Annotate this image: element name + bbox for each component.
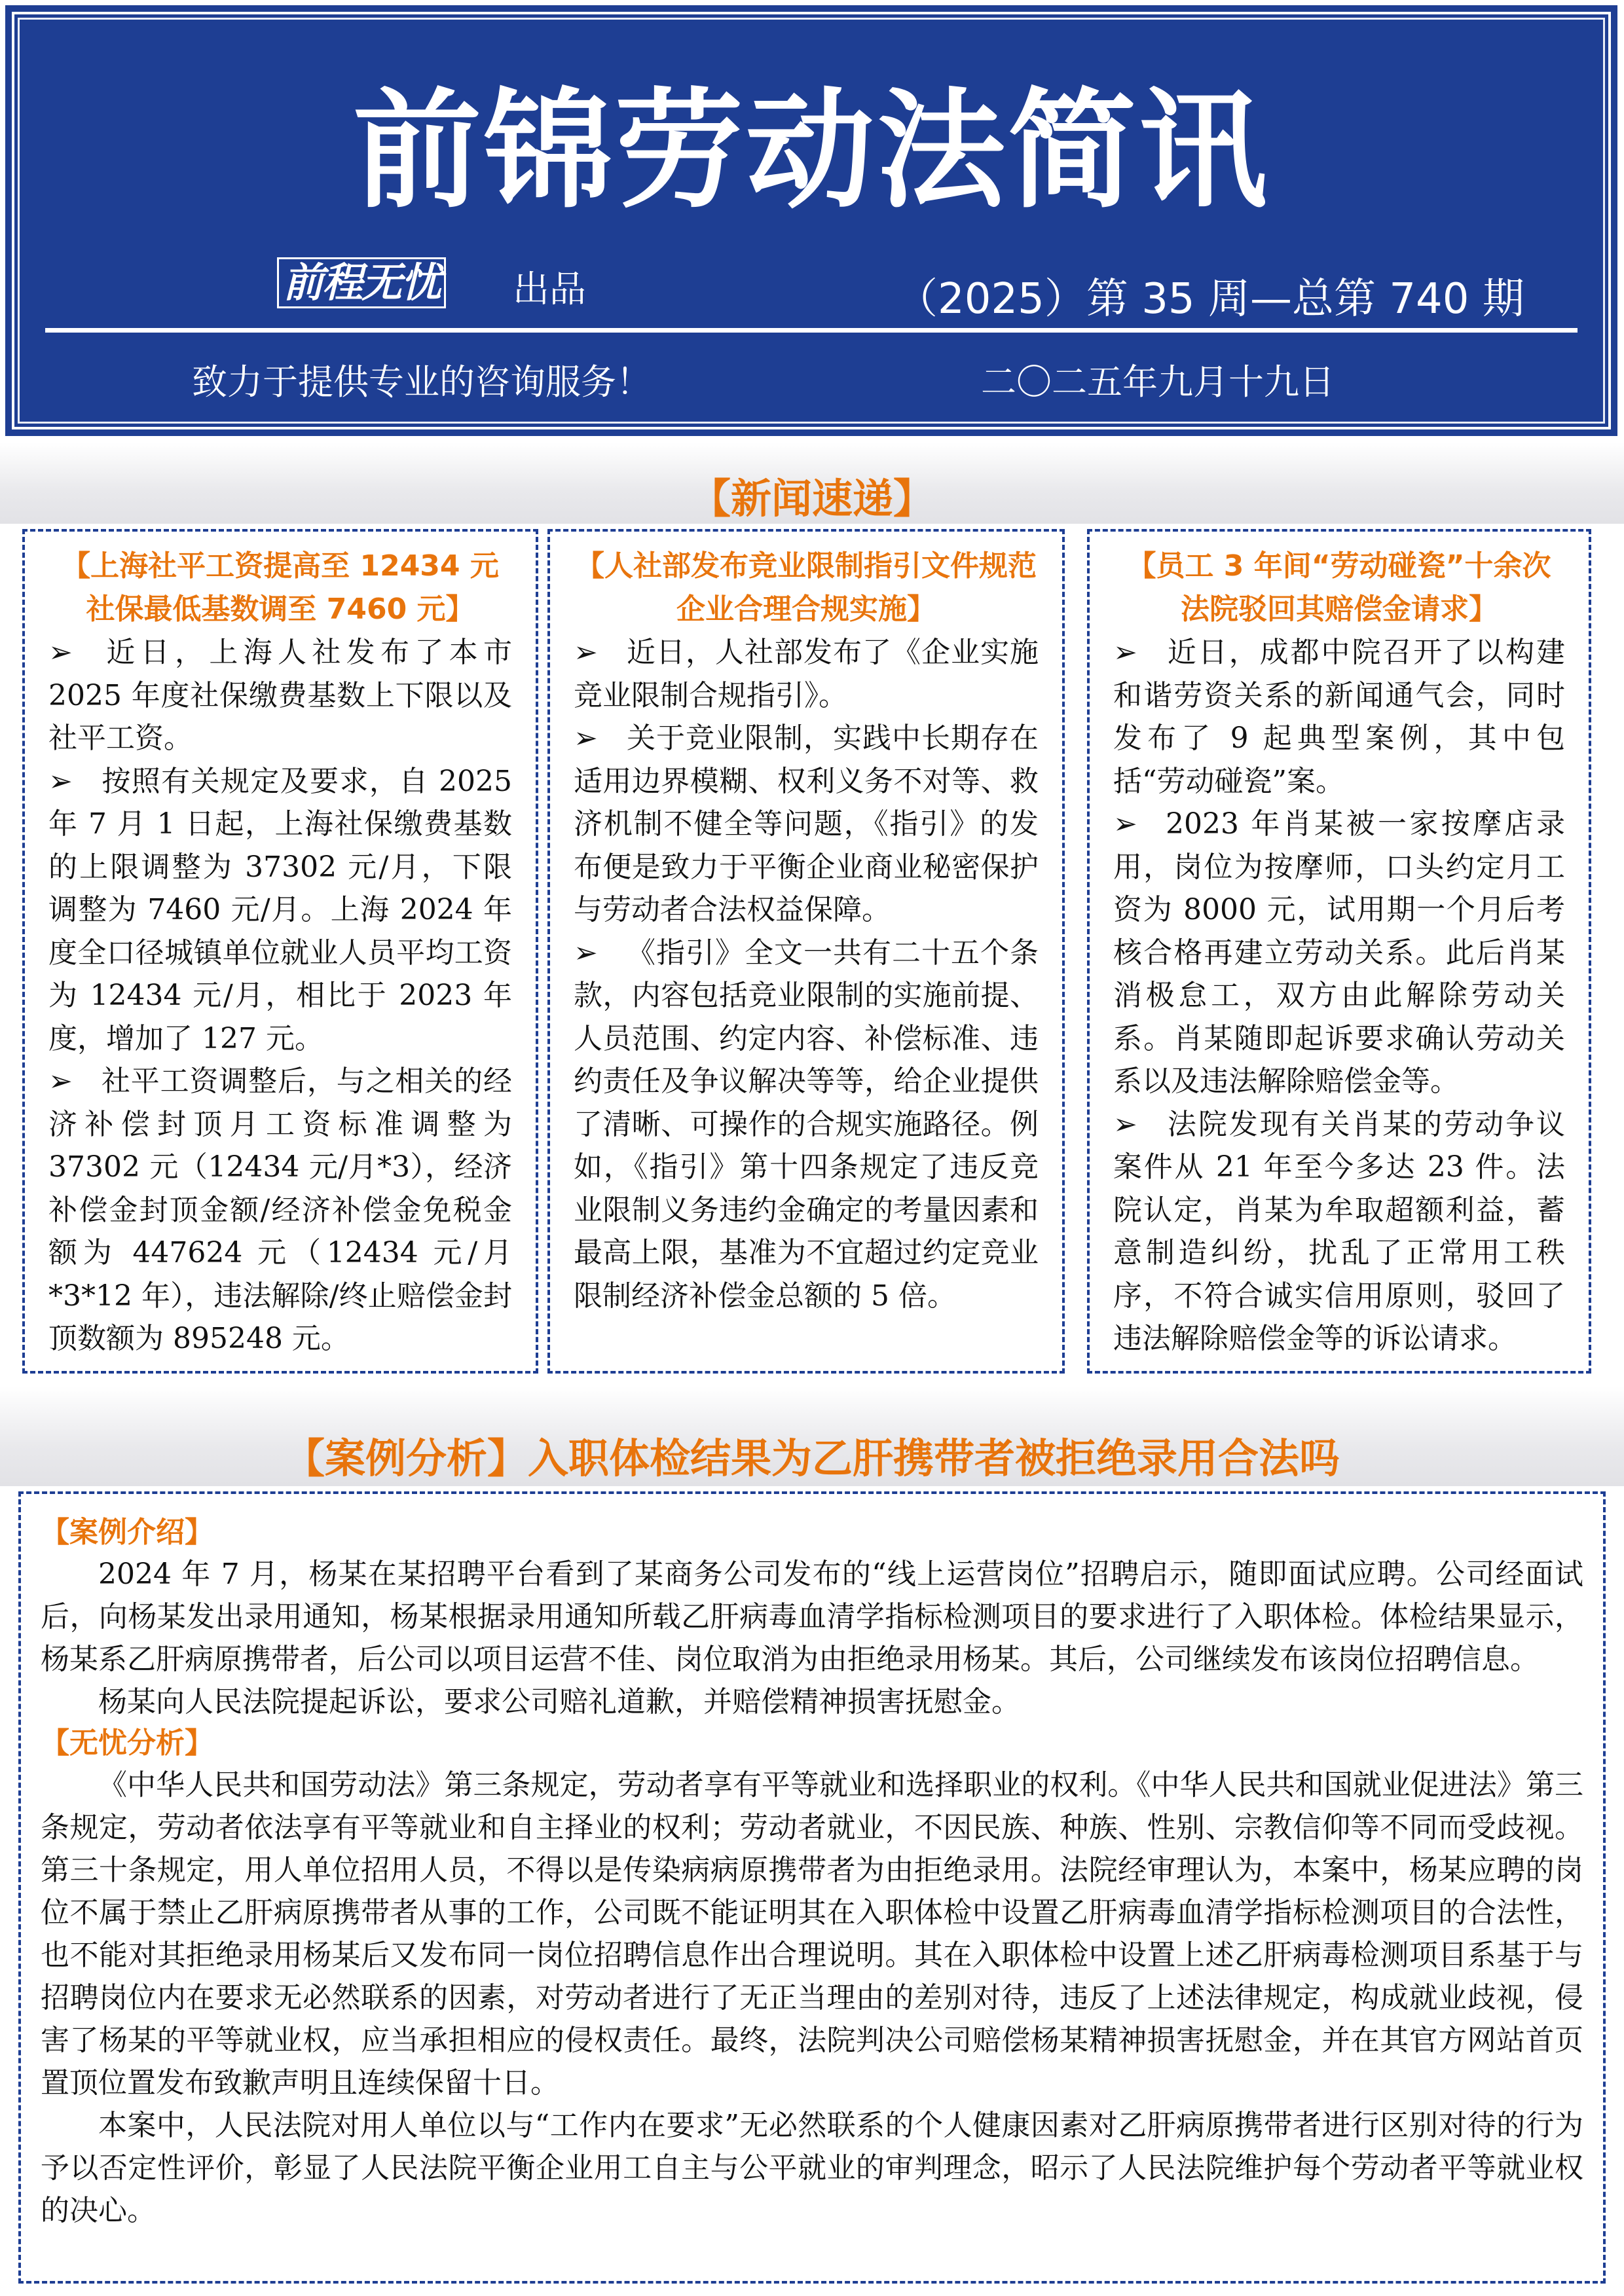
header-divider xyxy=(45,328,1578,333)
arrow-bullet-icon: ➢ xyxy=(1113,636,1137,669)
news-paragraph: ➢ 近日，成都中院召开了以构建和谐劳资关系的新闻通气会，同时发布了 9 起典型案例，其中包括“劳动碰瓷”案。 xyxy=(1113,631,1565,803)
case-intro-label: 【案例介绍】 xyxy=(41,1516,213,1549)
case-analysis-paragraph: 本案中，人民法院对用人单位以与“工作内在要求”无必然联系的个人健康因素对乙肝病原携带者进行区别对待的行为予以否定性评价，彰显了人民法院平衡企业用工自主与公平就业的审判理念，昭示了人民法院维护每个劳动者平等就业权的决心。 xyxy=(41,2109,1583,2227)
news-column-2 xyxy=(547,529,1065,1374)
case-intro-paragraph: 2024 年 7 月，杨某在某招聘平台看到了某商务公司发布的“线上运营岗位”招聘启示，随即面试应聘。公司经面试后，向杨某发出录用通知，杨某根据录用通知所载乙肝病毒血清学指标检测项目的要求进行了入职体检。体检结果显示，杨某系乙肝病原携带者，后公司以项目运营不佳、岗位取消为由拒绝录用杨某。其后，公司继续发布该岗位招聘信息。 xyxy=(41,1558,1583,1676)
arrow-bullet-icon: ➢ xyxy=(1113,807,1137,841)
case-analysis-label: 【无忧分析】 xyxy=(41,1726,213,1760)
news-paragraph: ➢ 法院发现有关肖某的劳动争议案件从 21 年至今多达 23 件。法院认定，肖某为牟取超额利益，蓄意制造纠纷，扰乱了正常用工秩序，不符合诚实信用原则，驳回了违法解除赔偿金等的诉讼请求。 xyxy=(1113,1103,1565,1360)
case-analysis-box xyxy=(18,1491,1606,2284)
news-paragraph: ➢ 2023 年肖某被一家按摩店录用，岗位为按摩师，口头约定月工资为 8000 元，试用期一个月后考核合格再建立劳动关系。此后肖某消极怠工，双方由此解除劳动关系。肖某随即起诉要求确认劳动关系以及违法解除赔偿金等。 xyxy=(1113,803,1565,1103)
arrow-bullet-icon: ➢ xyxy=(1113,1107,1137,1141)
arrow-bullet-icon: ➢ xyxy=(574,936,598,970)
case-section-title: 【案例分析】入职体检结果为乙肝携带者被拒绝录用合法吗 xyxy=(284,1434,1340,1482)
arrow-bullet-icon: ➢ xyxy=(574,721,598,755)
news-headline-2: 【人社部发布竞业限制指引文件规范企业合理合规实施】 xyxy=(576,549,1037,626)
news-headline-1: 【上海社平工资提高至 12434 元社保最低基数调至 7460 元】 xyxy=(62,549,499,626)
news-column-1 xyxy=(22,529,538,1374)
brand-subtitle: 出品 xyxy=(513,268,586,311)
arrow-bullet-icon: ➢ xyxy=(48,1065,73,1098)
arrow-bullet-icon: ➢ xyxy=(48,636,73,669)
slogan: 致力于提供专业的咨询服务！ xyxy=(192,361,652,403)
arrow-bullet-icon: ➢ xyxy=(574,636,598,669)
newsletter-title: 前锦劳动法简讯 xyxy=(352,77,1270,226)
news-paragraph: ➢ 按照有关规定及要求，自 2025 年 7 月 1 日起，上海社保缴费基数的上限调整为 37302 元/月，下限调整为 7460 元/月。上海 2024 年度全口径城镇单位就业人员平均工资为 12434 元/月，相比于 2023 年度，增加了 127 元。 xyxy=(48,760,512,1061)
case-analysis-paragraph: 《中华人民共和国劳动法》第三条规定，劳动者享有平等就业和选择职业的权利。《中华人民共和国就业促进法》第三条规定，劳动者依法享有平等就业和自主择业的权利；劳动者就业，不因民族、种族、性别、宗教信仰等不同而受歧视。第三十条规定，用人单位招用人员，不得以是传染病病原携带者为由拒绝录用。法院经审理认为，本案中，杨某应聘的岗位不属于禁止乙肝病原携带者从事的工作，公司既不能证明其在入职体检中设置乙肝病毒血清学指标检测项目的合法性，也不能对其拒绝录用杨某后又发布同一岗位招聘信息作出合理说明。其在入职体检中设置上述乙肝病毒检测项目系基于与招聘岗位内在要求无必然联系的因素，对劳动者进行了无正当理由的差别对待，违反了上述法律规定，构成就业歧视，侵害了杨某的平等就业权，应当承担相应的侵权责任。最终，法院判决公司赔偿杨某精神损害抚慰金，并在其官方网站首页置顶位置发布致歉声明且连续保留十日。 xyxy=(41,1768,1583,2100)
news-headline-3: 【员工 3 年间“劳动碰瓷”十余次 法院驳回其赔偿金请求】 xyxy=(1127,549,1551,626)
brand-logo: 前程无忧 xyxy=(277,257,446,308)
news-paragraph: ➢ 关于竞业限制，实践中长期存在适用边界模糊、权利义务不对等、救济机制不健全等问题，《指引》的发布便是致力于平衡企业商业秘密保护与劳动者合法权益保障。 xyxy=(574,717,1039,932)
arrow-bullet-icon: ➢ xyxy=(48,764,73,798)
news-column-3 xyxy=(1087,529,1591,1374)
case-intro-paragraph: 杨某向人民法院提起诉讼，要求公司赔礼道歉，并赔偿精神损害抚慰金。 xyxy=(98,1685,1020,1719)
news-section-title: 【新闻速递】 xyxy=(690,475,934,522)
issue-date: 二〇二五年九月十九日 xyxy=(981,361,1335,403)
issue-number: （2025）第 35 周—总第 740 期 xyxy=(896,275,1524,323)
news-paragraph: ➢ 《指引》全文一共有二十五个条款，内容包括竞业限制的实施前提、人员范围、约定内容、补偿标准、违约责任及争议解决等等，给企业提供了清晰、可操作的合规实施路径。例如，《指引》第十四条规定了违反竞业限制义务违约金确定的考量因素和最高上限，基准为不宜超过约定竞业限制经济补偿金总额的 5 倍。 xyxy=(574,932,1039,1318)
case-section-band xyxy=(0,1387,1624,1486)
news-paragraph: ➢ 近日，上海人社发布了本市 2025 年度社保缴费基数上下限以及社平工资。 xyxy=(48,631,512,760)
news-paragraph: ➢ 近日，人社部发布了《企业实施竞业限制合规指引》。 xyxy=(574,631,1039,717)
news-section-band xyxy=(0,443,1624,524)
masthead xyxy=(5,5,1617,436)
news-paragraph: ➢ 社平工资调整后，与之相关的经济补偿封顶月工资标准调整为 37302 元（12434 元/月*3），经济补偿金封顶金额/经济补偿金免税金额为 447624 元（12434 元/月*3*12 年），违法解除/终止赔偿金封顶数额为 895248 元。 xyxy=(48,1060,512,1360)
